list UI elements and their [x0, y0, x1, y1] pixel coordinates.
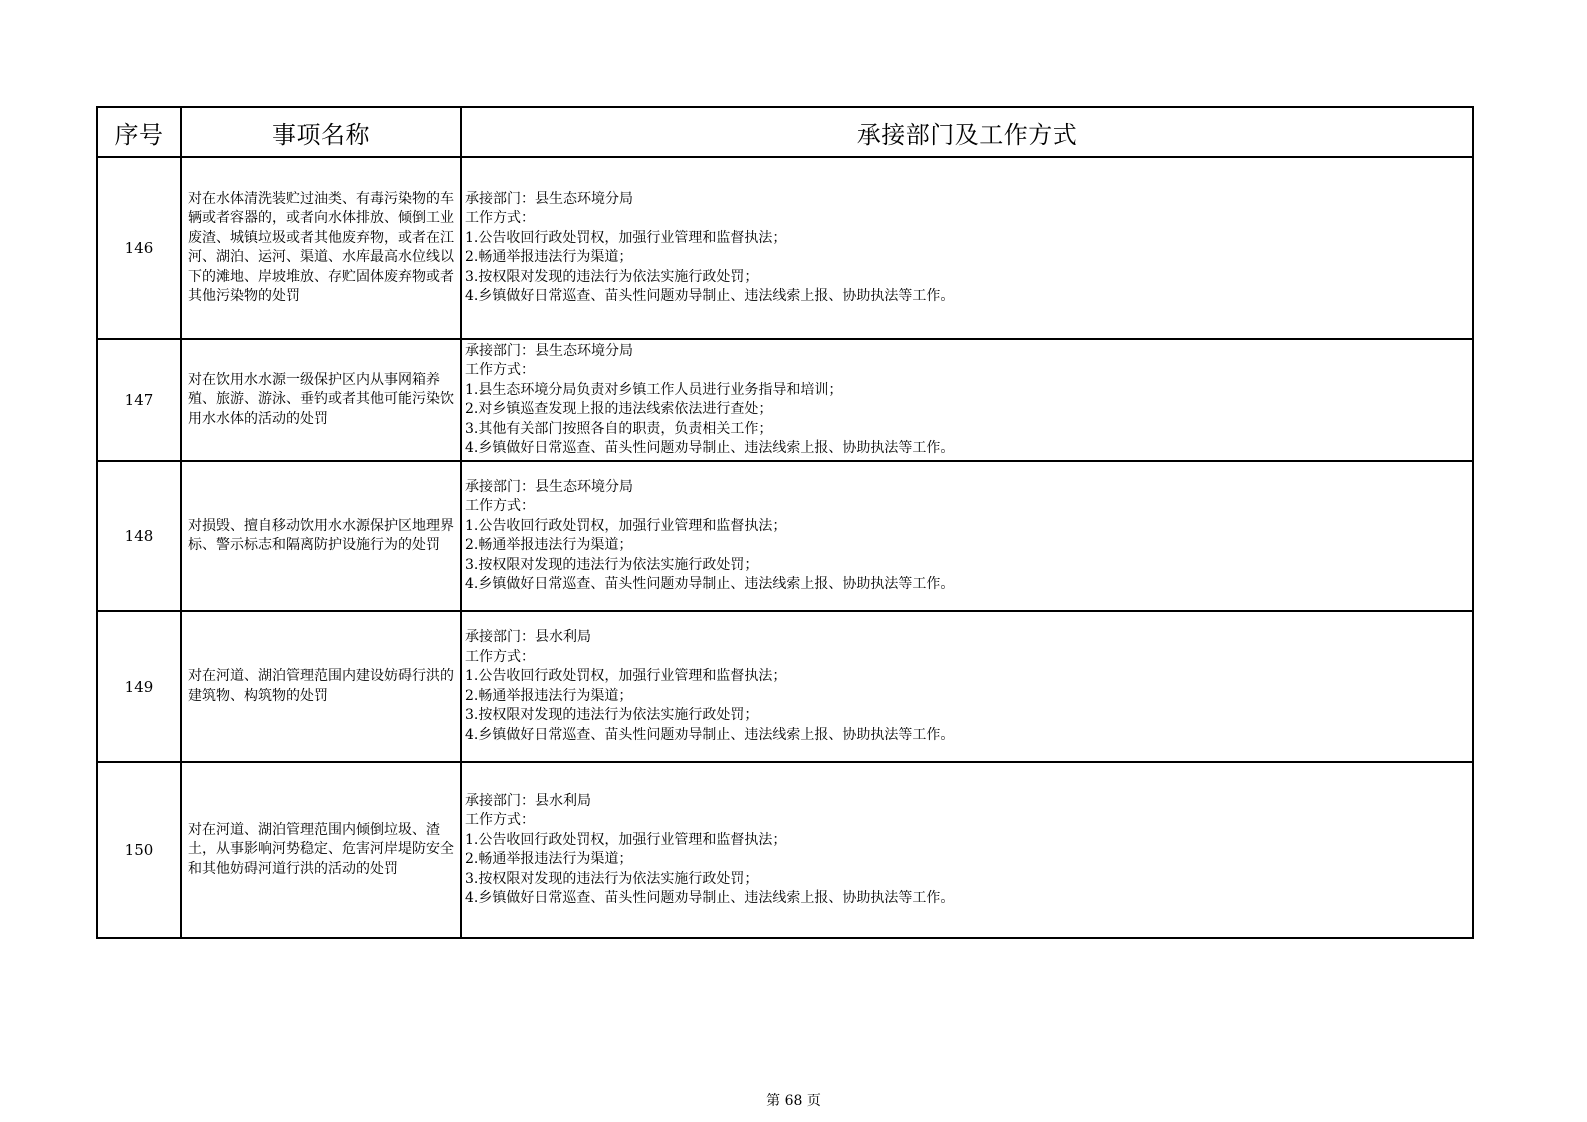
- dept-line: 4.乡镇做好日常巡查、苗头性问题劝导制止、违法线索上报、协助执法等工作。: [465, 890, 955, 906]
- row-department-method: [461, 611, 1473, 762]
- dept-line: 工作方式：: [465, 812, 535, 828]
- table-row: [97, 611, 1473, 762]
- dept-line: 2.对乡镇巡查发现上报的违法线索依法进行查处；: [465, 401, 773, 417]
- row-item-name: 对在水体清洗装贮过油类、有毒污染物的车辆或者容器的，或者向水体排放、倾倒工业废渣、城镇垃圾或者其他废弃物，或者在江河、湖泊、运河、渠道、水库最高水位线以下的滩地、岸坡堆放、存贮固体废弃物或者其他污染物的处罚: [181, 157, 461, 339]
- dept-line: 承接部门：县水利局: [465, 792, 591, 809]
- row-serial-number: 150: [97, 762, 181, 938]
- row-department-method: [461, 339, 1473, 461]
- row-department-method: [461, 461, 1473, 611]
- table-row: [97, 461, 1473, 611]
- dept-line: 承接部门：县生态环境分局: [465, 342, 633, 359]
- dept-line: 3.按权限对发现的违法行为依法实施行政处罚；: [465, 870, 759, 887]
- row-serial-number: 147: [97, 339, 181, 461]
- row-item-name: 对损毁、擅自移动饮用水水源保护区地理界标、警示标志和隔离防护设施行为的处罚: [181, 461, 461, 611]
- table-row: [97, 762, 1473, 938]
- row-item-name: 对在饮用水水源一级保护区内从事网箱养殖、旅游、游泳、垂钓或者其他可能污染饮用水水体的活动的处罚: [181, 339, 461, 461]
- row-serial-number: 146: [97, 157, 181, 339]
- dept-line: 1.公告收回行政处罚权，加强行业管理和监督执法；: [465, 668, 787, 684]
- dept-line: 2.畅通举报违法行为渠道；: [465, 851, 633, 867]
- dept-line: 4.乡镇做好日常巡查、苗头性问题劝导制止、违法线索上报、协助执法等工作。: [465, 726, 955, 743]
- header-serial-number: 序号: [97, 107, 181, 157]
- items-table: [96, 106, 1474, 939]
- dept-line: 工作方式：: [465, 362, 535, 378]
- dept-line: 3.按权限对发现的违法行为依法实施行政处罚；: [465, 556, 759, 573]
- header-department-method: 承接部门及工作方式: [461, 107, 1473, 157]
- dept-line: 2.畅通举报违法行为渠道；: [465, 537, 633, 553]
- table-row: [97, 339, 1473, 461]
- dept-line: 2.畅通举报违法行为渠道；: [465, 687, 633, 704]
- dept-line: 工作方式：: [465, 210, 535, 226]
- page-number: 第 68 页: [766, 1093, 821, 1109]
- row-serial-number: 148: [97, 461, 181, 611]
- row-department-method: [461, 762, 1473, 938]
- dept-line: 4.乡镇做好日常巡查、苗头性问题劝导制止、违法线索上报、协助执法等工作。: [465, 440, 955, 456]
- row-item-name: 对在河道、湖泊管理范围内倾倒垃圾、渣土，从事影响河势稳定、危害河岸堤防安全和其他妨碍河道行洪的活动的处罚: [181, 762, 461, 938]
- row-serial-number: 149: [97, 611, 181, 762]
- dept-line: 3.按权限对发现的违法行为依法实施行政处罚；: [465, 268, 759, 285]
- dept-line: 2.畅通举报违法行为渠道；: [465, 249, 633, 265]
- dept-line: 1.公告收回行政处罚权，加强行业管理和监督执法；: [465, 831, 787, 848]
- dept-line: 1.县生态环境分局负责对乡镇工作人员进行业务指导和培训；: [465, 381, 843, 398]
- dept-line: 3.其他有关部门按照各自的职责，负责相关工作；: [465, 420, 773, 437]
- header-item-name: 事项名称: [181, 107, 461, 157]
- table-row: [97, 157, 1473, 339]
- dept-line: 工作方式：: [465, 498, 535, 514]
- dept-line: 4.乡镇做好日常巡查、苗头性问题劝导制止、违法线索上报、协助执法等工作。: [465, 576, 955, 592]
- dept-line: 承接部门：县生态环境分局: [465, 190, 633, 207]
- dept-line: 1.公告收回行政处罚权，加强行业管理和监督执法；: [465, 517, 787, 534]
- dept-line: 承接部门：县生态环境分局: [465, 478, 633, 495]
- dept-line: 3.按权限对发现的违法行为依法实施行政处罚；: [465, 707, 759, 723]
- dept-line: 工作方式：: [465, 648, 535, 665]
- dept-line: 1.公告收回行政处罚权，加强行业管理和监督执法；: [465, 229, 787, 246]
- dept-line: 承接部门：县水利局: [465, 629, 591, 645]
- row-department-method: [461, 157, 1473, 339]
- row-item-name: 对在河道、湖泊管理范围内建设妨碍行洪的建筑物、构筑物的处罚: [181, 611, 461, 762]
- dept-line: 4.乡镇做好日常巡查、苗头性问题劝导制止、违法线索上报、协助执法等工作。: [465, 288, 955, 304]
- table-header-row: [97, 107, 1473, 157]
